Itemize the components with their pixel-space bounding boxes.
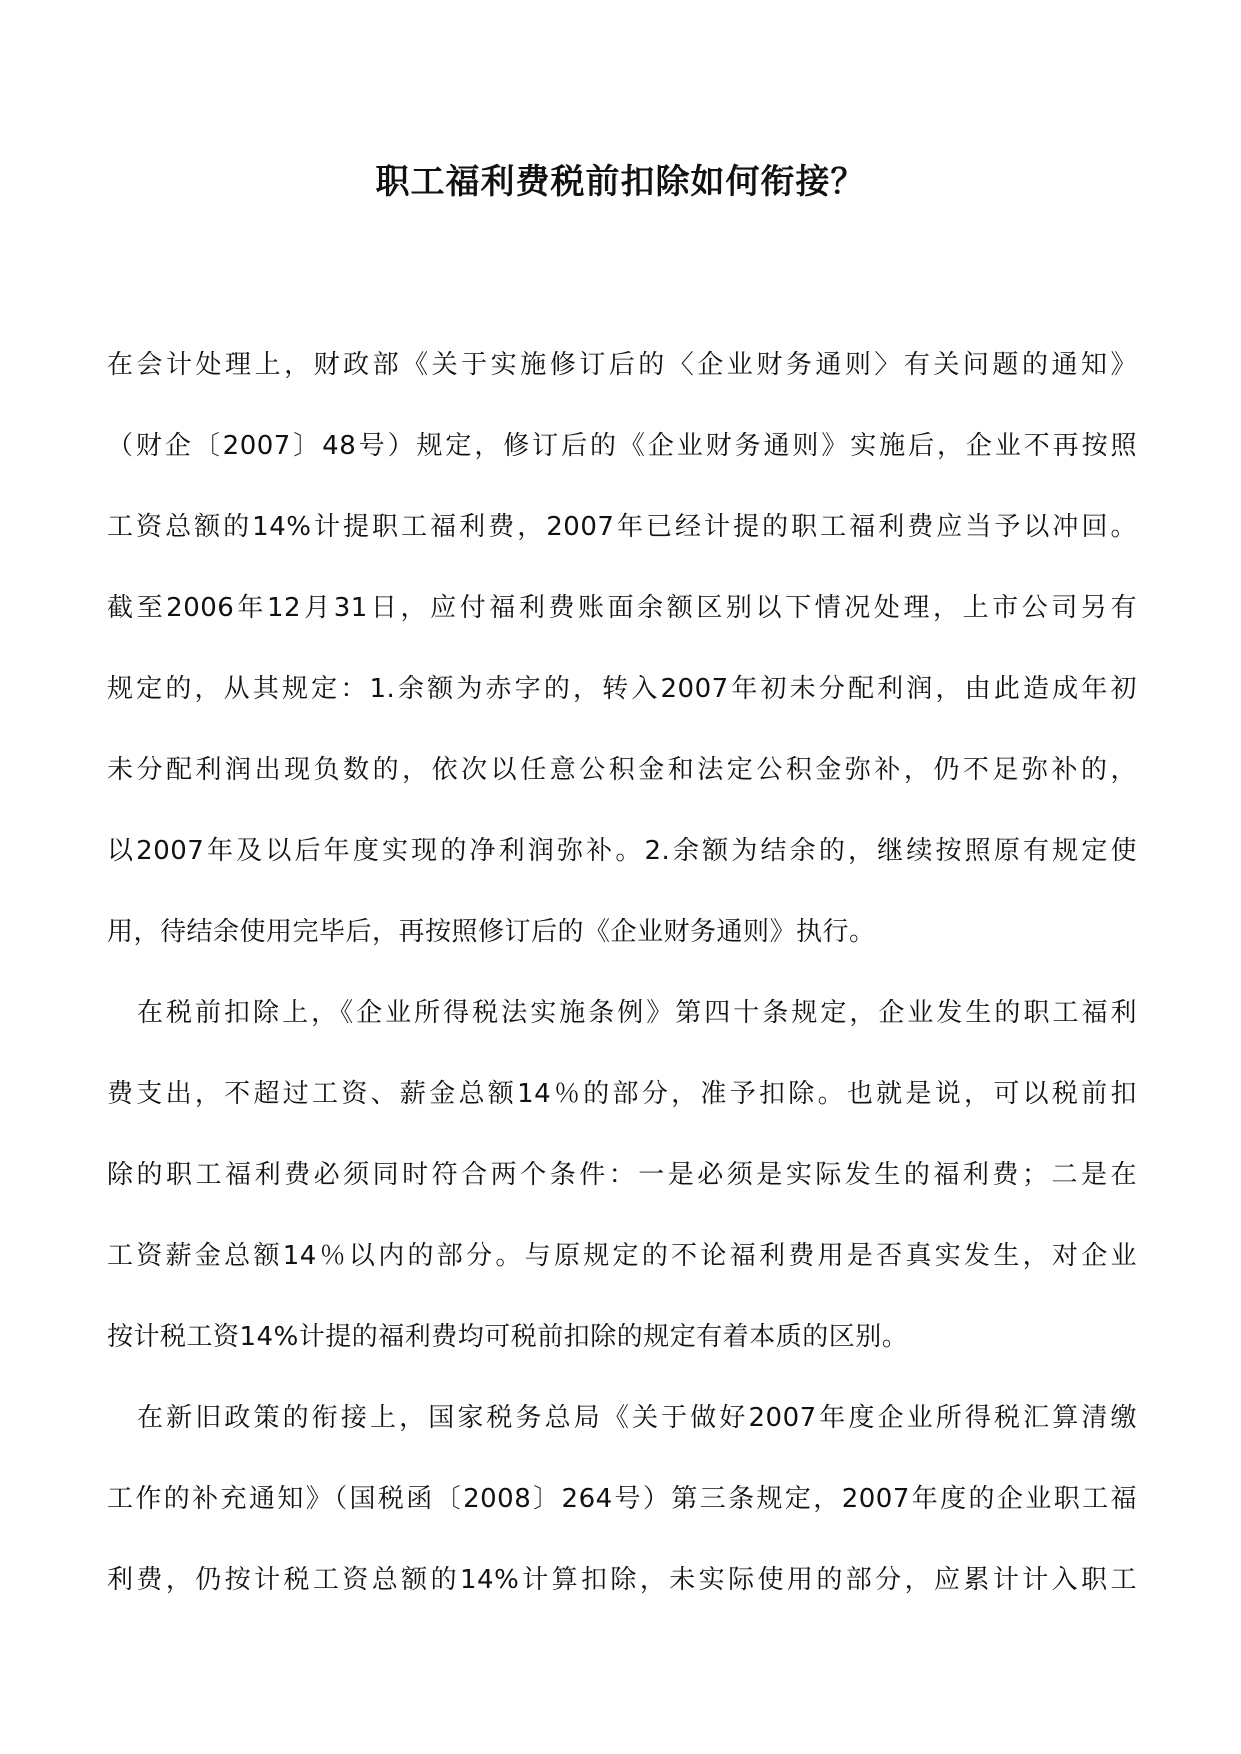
document-title: 职工福利费税前扣除如何衔接？ [375, 162, 866, 202]
paragraph-line: 规定的，从其规定：1.余额为赤字的，转入2007年初未分配利润，由此造成年初 [107, 674, 1137, 704]
paragraph-line: 未分配利润出现负数的，依次以任意公积金和法定公积金弥补，仍不足弥补的， [107, 755, 1137, 785]
paragraph-line: 在税前扣除上，《企业所得税法实施条例》第四十条规定，企业发生的职工福利 [137, 998, 1137, 1028]
paragraph-line: （财企〔2007〕48号）规定，修订后的《企业财务通则》实施后，企业不再按照 [107, 431, 1137, 461]
paragraph-line: 费支出，不超过工资、薪金总额14％的部分，准予扣除。也就是说，可以税前扣 [107, 1079, 1137, 1109]
paragraph-line: 用，待结余使用完毕后，再按照修订后的《企业财务通则》执行。 [107, 917, 876, 947]
paragraph-line: 工作的补充通知》（国税函〔2008〕264号）第三条规定，2007年度的企业职工福 [107, 1484, 1137, 1514]
paragraph-line: 按计税工资14%计提的福利费均可税前扣除的规定有着本质的区别。 [107, 1322, 909, 1352]
paragraph-line: 除的职工福利费必须同时符合两个条件：一是必须是实际发生的福利费；二是在 [107, 1160, 1137, 1190]
paragraph-line: 利费，仍按计税工资总额的14%计算扣除，未实际使用的部分，应累计计入职工 [107, 1565, 1137, 1595]
paragraph-line: 在新旧政策的衔接上，国家税务总局《关于做好2007年度企业所得税汇算清缴 [137, 1403, 1137, 1433]
paragraph-line: 工资薪金总额14％以内的部分。与原规定的不论福利费用是否真实发生，对企业 [107, 1241, 1137, 1271]
paragraph-line: 以2007年及以后年度实现的净利润弥补。2.余额为结余的，继续按照原有规定使 [107, 836, 1137, 866]
paragraph-line: 工资总额的14%计提职工福利费，2007年已经计提的职工福利费应当予以冲回。 [107, 512, 1137, 542]
paragraph-line: 截至2006年12月31日，应付福利费账面余额区别以下情况处理，上市公司另有 [107, 593, 1137, 623]
paragraph-line: 在会计处理上，财政部《关于实施修订后的〈企业财务通则〉有关问题的通知》 [107, 350, 1137, 380]
document-body [107, 340, 1137, 1636]
